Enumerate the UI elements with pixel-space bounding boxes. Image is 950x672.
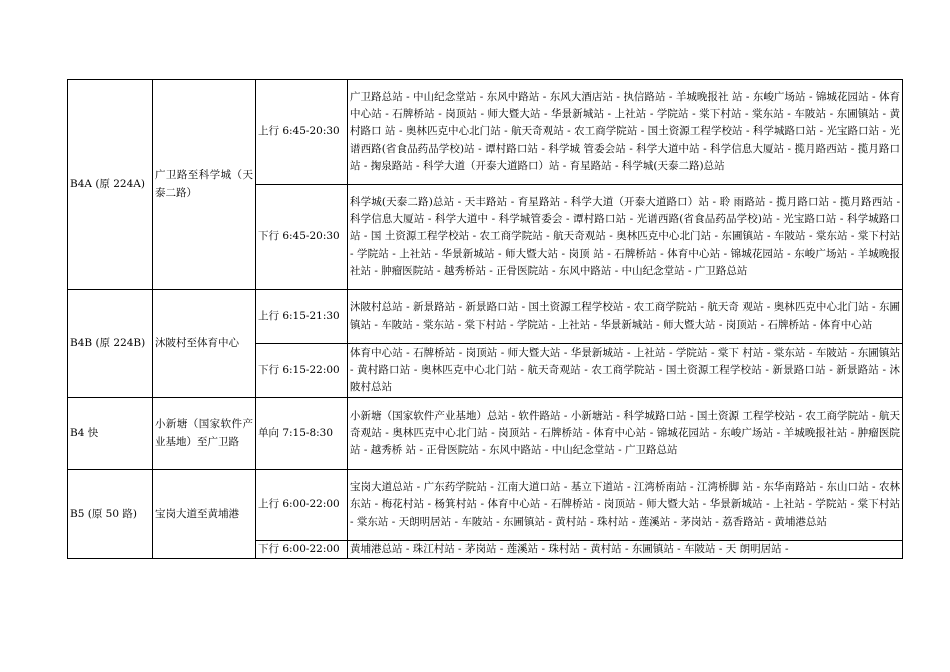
route-row-b4-express	[68, 398, 903, 470]
direction-time: 单向 7:15-8:30	[256, 398, 348, 470]
stop-list: 黄埔港总站 - 珠江村站 - 茅岗站 - 莲溪站 - 珠村站 - 黄村站 - 东圃镇站 - 车陂站 - 天 朗明居站 -	[348, 541, 903, 559]
stop-list: 广卫路总站 - 中山纪念堂站 - 东风中路站 - 东风大酒店站 - 执信路站 - 羊城晚报社 站 - 东峻广场站 - 锦城花园站 - 体育中心站 - 石牌桥站 - 岗顶站 - 师大暨大站 - 华景新城站 - 上社站 - 学院站 - 棠下村站 - 棠东站 - 车陂站 - 东圃镇站 - 黄村路口 站 - 奥林匹克中心北门站 - 航天奇观站 - 农工商学院站 - 国土资源工程学校站 - 科学城路口站 - 光宝路口站 - 光谱西路(省食品药品学校)站 - 谭村路口站 - 科学城 管委会站 - 科学大道中站 - 科学信息大厦站 - 揽月路西站 - 揽月路口站 - 掬泉路站 - 科学大道（开泰大道路口）站 - 育星路站 - 科学城(天泰二路)总站	[348, 80, 903, 185]
route-row-b4a-up	[68, 80, 903, 185]
stop-list: 小新塘（国家软件产业基地）总站 - 软件路站 - 小新塘站 - 科学城路口站 - 国土资源 工程学校站 - 农工商学院站 - 航天奇观站 - 奥林匹克中心北门站 - 岗顶站 - 石牌桥站 - 体育中心站 - 锦城花园站 - 东峻广场站 - 羊城晚报社站 - 肿瘤医院站 - 越秀桥 站 - 正骨医院站 - 东风中路站 - 中山纪念堂站 - 广卫路总站	[348, 398, 903, 470]
direction-time: 下行 6:00-22:00	[256, 541, 348, 559]
route-name: 宝岗大道至黄埔港	[153, 470, 256, 559]
route-name: 沐陂村至体育中心	[153, 290, 256, 398]
stop-list: 科学城(天泰二路)总站 - 天丰路站 - 育星路站 - 科学大道（开泰大道路口）站 - 聆 雨路站 - 揽月路口站 - 揽月路西站 - 科学信息大厦站 - 科学大道中 - 科学城管委会 - 谭村路口站 - 光谱西路(省食品药品学校)站 - 光宝路口站 - 科学城路口站 - 国 土资源工程学校站 - 农工商学院站 - 航天奇观站 - 奥林匹克中心北门站 - 东圃镇站 - 车陂站 - 棠东站 - 棠下村站 - 学院站 - 上社站 - 华景新城站 - 师大暨大站 - 岗顶 站 - 石牌桥站 - 体育中心站 - 锦城花园站 - 东峻广场站 - 羊城晚报社站 - 肿瘤医院站 - 越秀桥站 - 正骨医院站 - 东风中路站 - 中山纪念堂站 - 广卫路总站	[348, 185, 903, 290]
route-row-b4b-up	[68, 290, 903, 344]
route-row-b5-up	[68, 470, 903, 541]
stop-list: 沐陂村总站 - 新景路站 - 新景路口站 - 国土资源工程学校站 - 农工商学院站 - 航天奇 观站 - 奥林匹克中心北门站 - 东圃镇站 - 车陂站 - 棠东站 - 棠下村站 - 学院站 - 上社站 - 华景新城站 - 师大暨大站 - 岗顶站 - 石牌桥站 - 体育中心站	[348, 290, 903, 344]
bus-route-table	[67, 79, 903, 559]
route-id: B4B (原 224B)	[68, 290, 153, 398]
route-id: B4A (原 224A)	[68, 80, 153, 290]
route-id: B5 (原 50 路)	[68, 470, 153, 559]
stop-list: 宝岗大道总站 - 广东药学院站 - 江南大道口站 - 基立下道站 - 江湾桥南站 - 江湾桥脚 站 - 东华南路站 - 东山口站 - 农林东站 - 梅花村站 - 杨箕村站 - 体育中心站 - 石牌桥站 - 岗顶站 - 师大暨大站 - 华景新城站 - 上社站 - 学院站 - 棠下村站 - 棠东站 - 天朗明居站 - 车陂站 - 东圃镇站 - 黄村站 - 珠村站 - 莲溪站 - 茅岗站 - 荔香路站 - 黄埔港总站	[348, 470, 903, 541]
direction-time: 下行 6:15-22:00	[256, 344, 348, 398]
route-name: 广卫路至科学城（天泰二路）	[153, 80, 256, 290]
route-id: B4 快	[68, 398, 153, 470]
direction-time: 下行 6:45-20:30	[256, 185, 348, 290]
stop-list: 体育中心站 - 石牌桥站 - 岗顶站 - 师大暨大站 - 华景新城站 - 上社站 - 学院站 - 棠下 村站 - 棠东站 - 车陂站 - 东圃镇站 - 黄村路口站 - 奥林匹克中心北门站 - 航天奇观站 - 农工商学院站 - 国土资源工程学校站 - 新景路口站 - 新景路站 - 沐陂村总站	[348, 344, 903, 398]
direction-time: 上行 6:00-22:00	[256, 470, 348, 541]
route-name: 小新塘（国家软件产业基地）至广卫路	[153, 398, 256, 470]
direction-time: 上行 6:15-21:30	[256, 290, 348, 344]
direction-time: 上行 6:45-20:30	[256, 80, 348, 185]
